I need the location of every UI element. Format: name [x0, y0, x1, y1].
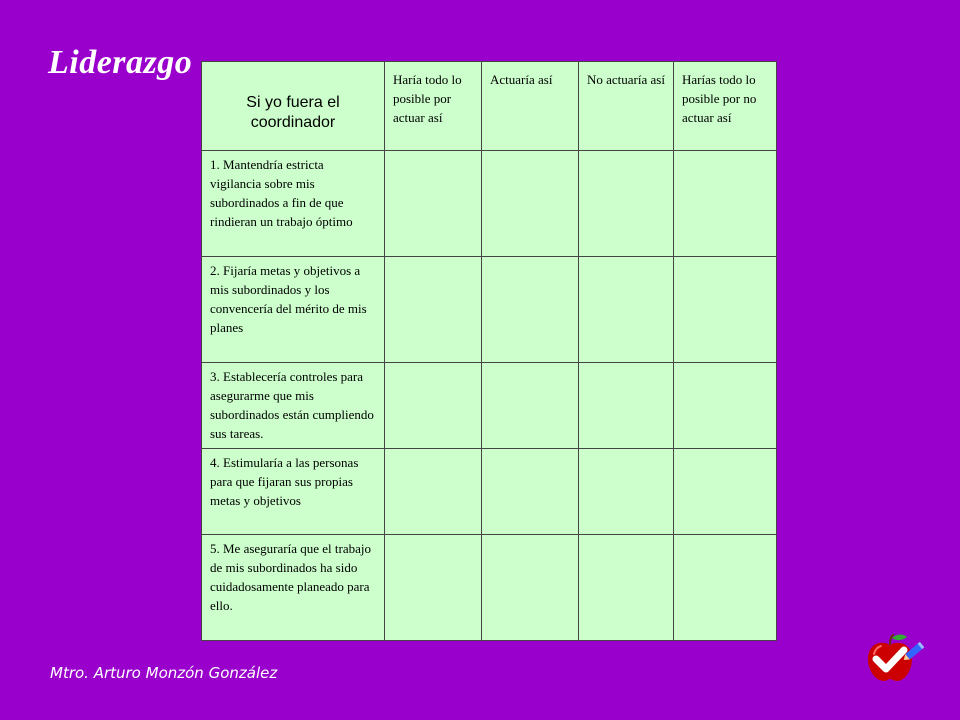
answer-cell[interactable]	[385, 151, 482, 257]
answer-cell[interactable]	[674, 257, 777, 363]
statement-3: 3. Establecería controles para asegurarme que mis subordinados están cumpliendo sus tareas.	[202, 363, 385, 449]
answer-cell[interactable]	[579, 151, 674, 257]
answer-cell[interactable]	[385, 449, 482, 535]
table-row	[202, 257, 777, 363]
answer-cell[interactable]	[579, 535, 674, 641]
column-header-actuaria-asi: Actuaría así	[482, 62, 579, 151]
apple-checkmark-logo-icon	[864, 632, 926, 684]
table-header-row	[202, 62, 777, 151]
answer-cell[interactable]	[482, 151, 579, 257]
answer-cell[interactable]	[579, 363, 674, 449]
table-row	[202, 449, 777, 535]
column-header-no-actuaria-asi: No actuaría así	[579, 62, 674, 151]
column-header-harias-todo-lo-posible-por-no: Harías todo lo posible por no actuar así	[674, 62, 777, 151]
answer-cell[interactable]	[385, 363, 482, 449]
answer-cell[interactable]	[579, 257, 674, 363]
table-row	[202, 363, 777, 449]
corner-header: Si yo fuera el coordinador	[202, 62, 385, 151]
answer-cell[interactable]	[674, 535, 777, 641]
answer-cell[interactable]	[385, 257, 482, 363]
statement-4: 4. Estimularía a las personas para que fijaran sus propias metas y objetivos	[202, 449, 385, 535]
answer-cell[interactable]	[579, 449, 674, 535]
answer-cell[interactable]	[482, 449, 579, 535]
statement-2: 2. Fijaría metas y objetivos a mis subordinados y los convencería del mérito de mis planes	[202, 257, 385, 363]
answer-cell[interactable]	[674, 151, 777, 257]
table-row	[202, 151, 777, 257]
table-row	[202, 535, 777, 641]
answer-cell[interactable]	[482, 535, 579, 641]
leaf	[892, 635, 907, 641]
author-footer: Mtro. Arturo Monzón González	[50, 664, 278, 682]
statement-1: 1. Mantendría estricta vigilancia sobre mis subordinados a fin de que rindieran un trabajo óptimo	[202, 151, 385, 257]
answer-cell[interactable]	[674, 363, 777, 449]
answer-cell[interactable]	[482, 257, 579, 363]
column-header-haria-todo-lo-posible: Haría todo lo posible por actuar así	[385, 62, 482, 151]
slide-title: Liderazgo	[48, 44, 193, 81]
leadership-survey-table	[201, 61, 777, 641]
answer-cell[interactable]	[482, 363, 579, 449]
answer-cell[interactable]	[674, 449, 777, 535]
answer-cell[interactable]	[385, 535, 482, 641]
statement-5: 5. Me aseguraría que el trabajo de mis subordinados ha sido cuidadosamente planeado para ello.	[202, 535, 385, 641]
